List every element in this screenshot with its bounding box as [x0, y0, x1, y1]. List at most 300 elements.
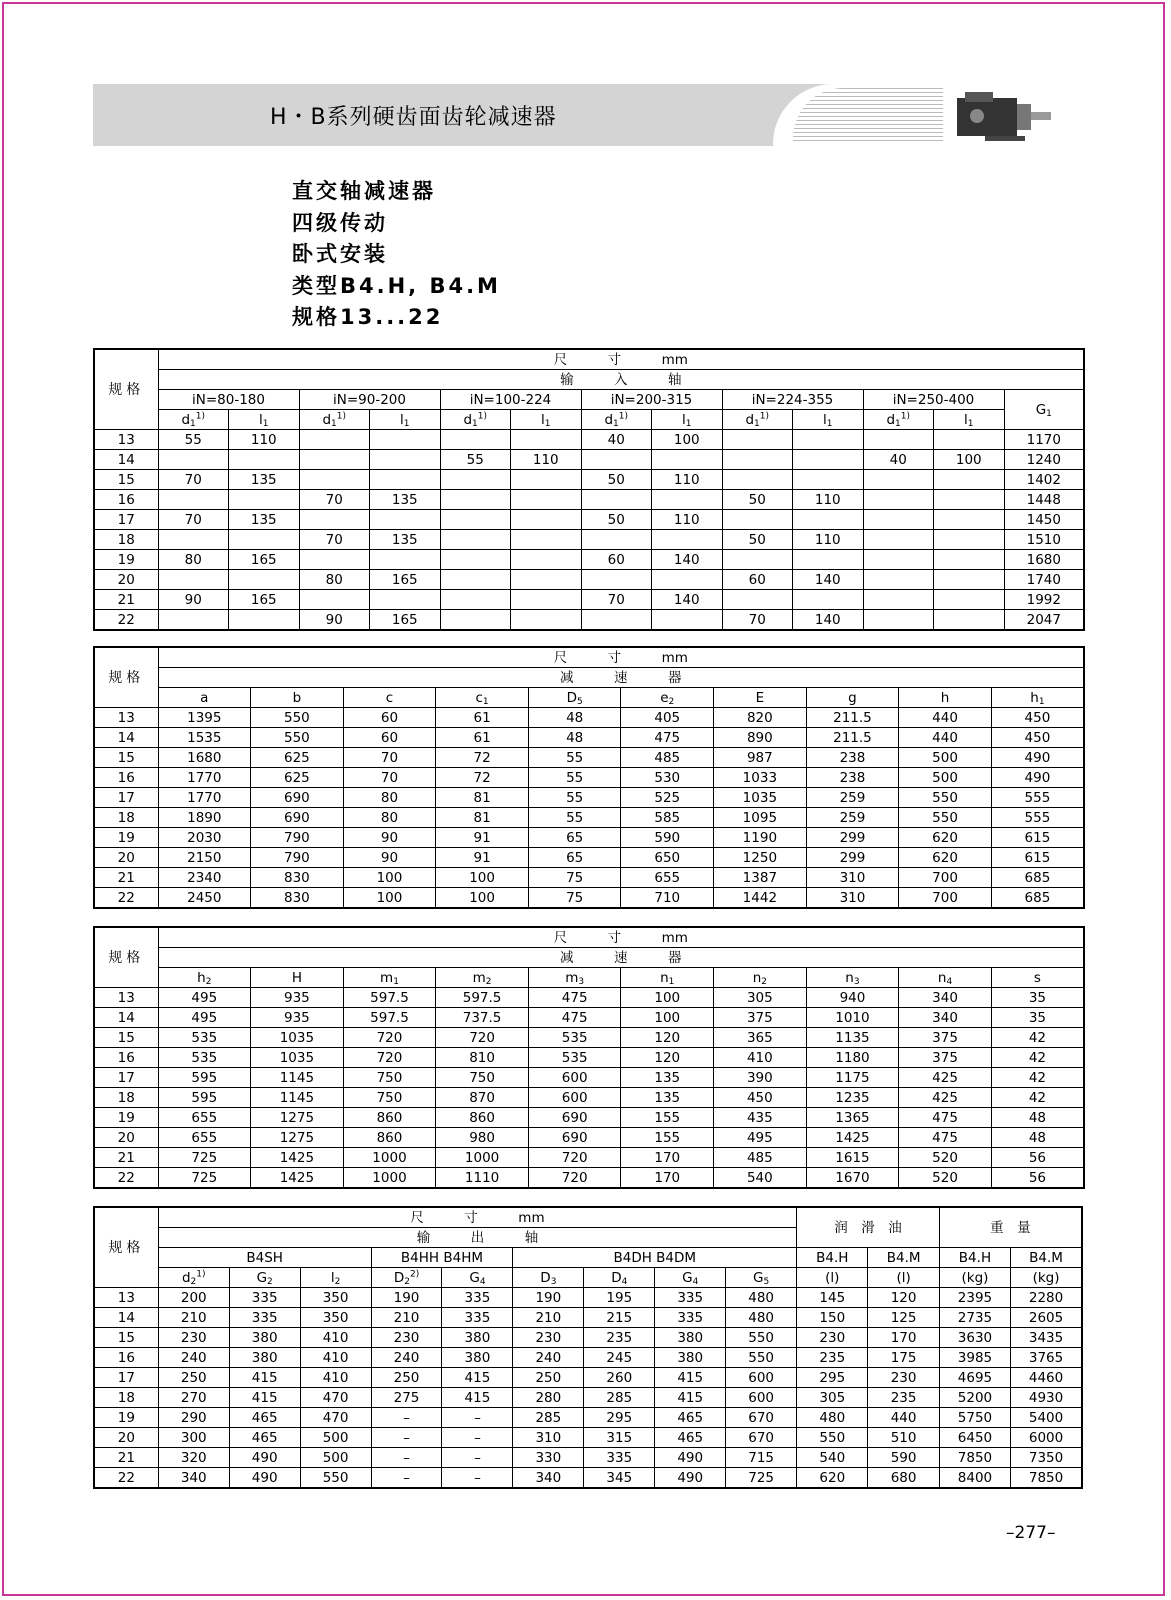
data-cell: 720 [343, 1028, 436, 1048]
data-cell: 450 [991, 708, 1084, 728]
data-cell: 520 [899, 1148, 992, 1168]
data-cell [722, 590, 793, 610]
weight-b4h: B4.H [939, 1248, 1010, 1268]
data-cell: 670 [726, 1408, 797, 1428]
col-l1-label: $l_1$ [964, 411, 974, 429]
data-cell: 165 [370, 610, 441, 631]
data-cell: 110 [652, 470, 723, 490]
data-cell: 70 [299, 490, 370, 510]
table-row [94, 450, 1084, 470]
col-header [714, 968, 807, 988]
col-header-text: $G_2$ [256, 1269, 273, 1287]
col-d1 [158, 410, 229, 430]
data-cell: 390 [714, 1068, 807, 1088]
data-cell: 550 [251, 728, 344, 748]
data-cell [793, 590, 864, 610]
data-cell: 1240 [1004, 450, 1084, 470]
data-cell: 70 [343, 768, 436, 788]
col-d1-label: $d_1$ [886, 411, 901, 429]
data-cell: 70 [299, 530, 370, 550]
data-cell: 830 [251, 868, 344, 888]
data-cell [229, 610, 300, 631]
data-cell: 60 [722, 570, 793, 590]
table-row [94, 1468, 1082, 1489]
spec-cell: 20 [94, 570, 158, 590]
data-cell: 55 [528, 788, 621, 808]
data-cell: 100 [436, 868, 529, 888]
table-row [94, 1148, 1084, 1168]
table-row [94, 430, 1084, 450]
data-cell: 475 [528, 988, 621, 1008]
table-row [94, 530, 1084, 550]
data-cell [370, 430, 441, 450]
data-cell: 190 [513, 1288, 584, 1308]
data-cell: 335 [655, 1288, 726, 1308]
col-header [251, 688, 344, 708]
group-b4sh: B4SH [158, 1248, 371, 1268]
data-cell: 100 [343, 868, 436, 888]
spec-cell: 18 [94, 1388, 158, 1408]
data-cell: 690 [251, 788, 344, 808]
data-cell: 42 [991, 1028, 1084, 1048]
data-cell: 590 [868, 1448, 939, 1468]
data-cell: 540 [714, 1168, 807, 1189]
data-cell: 100 [343, 888, 436, 909]
data-cell: 1425 [806, 1128, 899, 1148]
data-cell: 720 [436, 1028, 529, 1048]
data-cell [863, 590, 934, 610]
col-header-text: $e_2$ [660, 689, 675, 707]
data-cell: 690 [251, 808, 344, 828]
data-cell: 375 [899, 1028, 992, 1048]
input-shaft-header: 输 入 轴 [158, 370, 1084, 390]
data-cell: 48 [991, 1108, 1084, 1128]
spec-cell: 19 [94, 550, 158, 570]
data-cell: 140 [793, 610, 864, 631]
data-cell: 305 [797, 1388, 868, 1408]
col-header-text: $m_1$ [380, 969, 399, 987]
col-header-text: $G_5$ [753, 1269, 770, 1287]
data-cell: 700 [899, 888, 992, 909]
data-cell [793, 470, 864, 490]
data-cell: 1387 [714, 868, 807, 888]
data-cell [229, 570, 300, 590]
data-cell: 597.5 [343, 988, 436, 1008]
data-cell: 100 [934, 450, 1005, 470]
data-cell: 700 [899, 868, 992, 888]
data-cell: 340 [158, 1468, 229, 1489]
data-cell: 2280 [1011, 1288, 1082, 1308]
ratio-group: iN=80-180 [158, 390, 299, 410]
table-row [94, 748, 1084, 768]
data-cell: 380 [655, 1348, 726, 1368]
table-row [94, 470, 1084, 490]
col-header [343, 688, 436, 708]
data-cell: 345 [584, 1468, 655, 1489]
col-header-text: E [755, 689, 765, 706]
data-cell: 475 [899, 1108, 992, 1128]
data-cell: 1190 [714, 828, 807, 848]
data-cell: 860 [343, 1128, 436, 1148]
spec-cell: 18 [94, 1088, 158, 1108]
data-cell [793, 550, 864, 570]
data-cell: 1145 [251, 1088, 344, 1108]
col-header [621, 968, 714, 988]
data-cell: 550 [899, 808, 992, 828]
data-cell: 465 [655, 1408, 726, 1428]
data-cell: 155 [621, 1128, 714, 1148]
footnote-1: 1) [196, 1269, 206, 1279]
data-cell: 725 [158, 1148, 251, 1168]
data-cell [581, 610, 652, 631]
data-cell: 190 [371, 1288, 442, 1308]
data-cell [440, 570, 511, 590]
data-cell: 56 [991, 1168, 1084, 1189]
spec-cell: 21 [94, 1448, 158, 1468]
data-cell [722, 510, 793, 530]
data-cell: 310 [513, 1428, 584, 1448]
col-d1-label: $d_1$ [322, 411, 337, 429]
data-cell: 940 [806, 988, 899, 1008]
data-cell: 300 [158, 1428, 229, 1448]
data-cell: 230 [868, 1368, 939, 1388]
col-header [251, 968, 344, 988]
data-cell: 61 [436, 708, 529, 728]
data-cell: 5200 [939, 1388, 1010, 1408]
heading-line-1: 直交轴减速器 [292, 179, 436, 203]
data-cell: 490 [655, 1448, 726, 1468]
reducer-dimensions-table-1 [93, 646, 1085, 909]
col-l1 [511, 410, 582, 430]
data-cell [370, 450, 441, 470]
col-header-text: $D_5$ [566, 689, 583, 707]
data-cell: 81 [436, 788, 529, 808]
data-cell: 155 [621, 1108, 714, 1128]
col-header [655, 1268, 726, 1288]
data-cell: 125 [868, 1308, 939, 1328]
data-cell: 350 [300, 1288, 371, 1308]
data-cell: 820 [714, 708, 807, 728]
spec-header: 规格 [94, 1207, 158, 1288]
data-cell: 485 [714, 1148, 807, 1168]
data-cell [652, 530, 723, 550]
col-header [158, 968, 251, 988]
data-cell: 91 [436, 828, 529, 848]
data-cell: 6000 [1011, 1428, 1082, 1448]
col-header-text: H [291, 969, 302, 986]
data-cell: 720 [528, 1148, 621, 1168]
data-cell: 5400 [1011, 1408, 1082, 1428]
data-cell: 615 [991, 848, 1084, 868]
col-header [343, 968, 436, 988]
data-cell: 415 [655, 1388, 726, 1408]
col-l1-label: $l_1$ [541, 411, 551, 429]
data-cell [370, 550, 441, 570]
data-cell [863, 470, 934, 490]
data-cell [440, 550, 511, 570]
col-header [229, 1268, 300, 1288]
data-cell [511, 530, 582, 550]
data-cell: 1992 [1004, 590, 1084, 610]
data-cell: 90 [343, 828, 436, 848]
data-cell: 1425 [251, 1148, 344, 1168]
heading-line-2: 四级传动 [292, 210, 388, 235]
table-row [94, 1408, 1082, 1428]
data-cell [793, 430, 864, 450]
data-cell: 480 [797, 1408, 868, 1428]
data-cell [722, 550, 793, 570]
data-cell [652, 610, 723, 631]
data-cell: 240 [158, 1348, 229, 1368]
col-header-text: $D_2$ [393, 1269, 410, 1287]
data-cell: 1035 [714, 788, 807, 808]
data-cell: 4695 [939, 1368, 1010, 1388]
spec-cell: 14 [94, 1308, 158, 1328]
data-cell: 1442 [714, 888, 807, 909]
data-cell: 150 [797, 1308, 868, 1328]
data-cell: 1275 [251, 1128, 344, 1148]
data-cell [511, 610, 582, 631]
col-header-text: $h_1$ [1030, 689, 1045, 707]
data-cell: 305 [714, 988, 807, 1008]
data-cell: 655 [621, 868, 714, 888]
data-cell: 3630 [939, 1328, 1010, 1348]
footnote-1: 1) [477, 411, 488, 421]
data-cell: 1615 [806, 1148, 899, 1168]
data-cell: 450 [714, 1088, 807, 1108]
data-cell: 555 [991, 808, 1084, 828]
data-cell: 55 [158, 430, 229, 450]
col-d1-label: $d_1$ [745, 411, 760, 429]
data-cell [934, 610, 1005, 631]
spec-cell: 14 [94, 1008, 158, 1028]
data-cell: 210 [158, 1308, 229, 1328]
data-cell: 790 [251, 828, 344, 848]
data-cell: 299 [806, 828, 899, 848]
spec-cell: 17 [94, 788, 158, 808]
col-header-text: $G_4$ [469, 1269, 486, 1287]
data-cell: 50 [581, 510, 652, 530]
data-cell: 1448 [1004, 490, 1084, 510]
data-cell: 75 [528, 868, 621, 888]
data-cell [581, 530, 652, 550]
col-header-text: $d_2$ [181, 1269, 197, 1287]
group-b4dh: B4DH B4DM [513, 1248, 797, 1268]
data-cell: 70 [581, 590, 652, 610]
data-cell: 165 [370, 570, 441, 590]
data-cell: 90 [299, 610, 370, 631]
data-cell: 4460 [1011, 1368, 1082, 1388]
data-cell: 42 [991, 1088, 1084, 1108]
data-cell: 987 [714, 748, 807, 768]
spec-cell: 19 [94, 828, 158, 848]
col-header [991, 688, 1084, 708]
data-cell: 725 [726, 1468, 797, 1489]
col-header-text: $G_4$ [682, 1269, 699, 1287]
data-cell: 211.5 [806, 708, 899, 728]
col-d1 [581, 410, 652, 430]
data-cell: 340 [899, 1008, 992, 1028]
data-cell: 655 [158, 1108, 251, 1128]
data-cell: 535 [158, 1028, 251, 1048]
col-header-text: h [940, 689, 950, 706]
spec-cell: 16 [94, 490, 158, 510]
data-cell: 685 [991, 868, 1084, 888]
col-header [436, 968, 529, 988]
data-cell: 597.5 [343, 1008, 436, 1028]
data-cell: 259 [806, 788, 899, 808]
col-header-text: a [200, 689, 209, 706]
data-cell: 250 [158, 1368, 229, 1388]
table-row [94, 768, 1084, 788]
spec-header: 规格 [94, 647, 158, 708]
spec-cell: 14 [94, 450, 158, 470]
data-cell: 195 [584, 1288, 655, 1308]
data-cell: 2030 [158, 828, 251, 848]
data-cell: 1135 [806, 1028, 899, 1048]
data-cell: – [442, 1428, 513, 1448]
data-cell [652, 450, 723, 470]
data-cell [370, 510, 441, 530]
spec-cell: 19 [94, 1108, 158, 1128]
table-row [94, 1448, 1082, 1468]
data-cell: 500 [300, 1428, 371, 1448]
data-cell: 295 [584, 1408, 655, 1428]
data-cell: 520 [899, 1168, 992, 1189]
spec-cell: 20 [94, 1428, 158, 1448]
data-cell [863, 570, 934, 590]
spec-cell: 13 [94, 988, 158, 1008]
spec-cell: 20 [94, 1128, 158, 1148]
data-cell: 380 [442, 1328, 513, 1348]
table-row [94, 1428, 1082, 1448]
spec-cell: 15 [94, 1328, 158, 1348]
data-cell: 238 [806, 748, 899, 768]
page-number: –277– [1006, 1523, 1056, 1543]
data-cell: 140 [793, 570, 864, 590]
col-header-text: $m_2$ [472, 969, 492, 987]
data-cell: 415 [229, 1388, 300, 1408]
table-row [94, 1328, 1082, 1348]
header-band [93, 84, 1083, 146]
data-cell: 315 [584, 1428, 655, 1448]
table-row [94, 1388, 1082, 1408]
ratio-group: iN=200-315 [581, 390, 722, 410]
spec-cell: 15 [94, 1028, 158, 1048]
data-cell: 1235 [806, 1088, 899, 1108]
data-cell [863, 530, 934, 550]
data-cell: 535 [528, 1048, 621, 1068]
table-row [94, 808, 1084, 828]
data-cell: 60 [343, 728, 436, 748]
data-cell [652, 570, 723, 590]
data-cell: 1670 [806, 1168, 899, 1189]
data-cell [299, 510, 370, 530]
weight-b4m: B4.M [1011, 1248, 1082, 1268]
data-cell: 3765 [1011, 1348, 1082, 1368]
table-row [94, 1348, 1082, 1368]
lube-header: 润 滑 油 [797, 1207, 940, 1248]
data-cell [652, 490, 723, 510]
data-cell: 550 [726, 1328, 797, 1348]
data-cell: 170 [621, 1148, 714, 1168]
col-header [899, 688, 992, 708]
data-cell: 470 [300, 1408, 371, 1428]
spec-cell: 16 [94, 1048, 158, 1068]
data-cell: 725 [158, 1168, 251, 1189]
data-cell: 120 [621, 1048, 714, 1068]
data-cell: 465 [229, 1408, 300, 1428]
data-cell: 410 [714, 1048, 807, 1068]
data-cell: 320 [158, 1448, 229, 1468]
data-cell: 250 [371, 1368, 442, 1388]
data-cell: 145 [797, 1288, 868, 1308]
data-cell: 475 [899, 1128, 992, 1148]
col-d1 [440, 410, 511, 430]
table-row [94, 610, 1084, 631]
data-cell: 42 [991, 1068, 1084, 1088]
data-cell: 415 [655, 1368, 726, 1388]
data-cell: 810 [436, 1048, 529, 1068]
data-cell: 440 [899, 708, 992, 728]
data-cell: 750 [343, 1068, 436, 1088]
data-cell: 70 [158, 510, 229, 530]
table-row [94, 570, 1084, 590]
data-cell: 135 [229, 470, 300, 490]
data-cell: 70 [722, 610, 793, 631]
data-cell: 625 [251, 748, 344, 768]
weight-header: 重 量 [939, 1207, 1082, 1248]
data-cell: 200 [158, 1288, 229, 1308]
data-cell: 65 [528, 828, 621, 848]
spec-header: 规格 [94, 349, 158, 430]
data-cell [158, 450, 229, 470]
data-cell: 175 [868, 1348, 939, 1368]
col-header [513, 1268, 584, 1288]
data-cell: 1395 [158, 708, 251, 728]
data-cell: 480 [726, 1288, 797, 1308]
data-cell: 60 [581, 550, 652, 570]
header-title: H・B系列硬齿面齿轮减速器 [270, 105, 557, 130]
data-cell: 1402 [1004, 470, 1084, 490]
table-row [94, 708, 1084, 728]
data-cell: 405 [621, 708, 714, 728]
data-cell: – [442, 1468, 513, 1489]
data-cell: 600 [726, 1368, 797, 1388]
spec-cell: 17 [94, 1368, 158, 1388]
data-cell: 375 [899, 1048, 992, 1068]
data-cell: – [442, 1448, 513, 1468]
data-cell [511, 510, 582, 530]
data-cell [722, 430, 793, 450]
spec-cell: 20 [94, 848, 158, 868]
data-cell: 710 [621, 888, 714, 909]
data-cell: 230 [371, 1328, 442, 1348]
data-cell: 299 [806, 848, 899, 868]
data-cell: 935 [251, 988, 344, 1008]
data-cell: 135 [229, 510, 300, 530]
data-cell: 715 [726, 1448, 797, 1468]
reducer-header: 减 速 器 [158, 668, 1084, 688]
data-cell: 1510 [1004, 530, 1084, 550]
footnote-1: 1) [195, 411, 206, 421]
spec-cell: 17 [94, 510, 158, 530]
data-cell: 597.5 [436, 988, 529, 1008]
data-cell: 1033 [714, 768, 807, 788]
data-cell: 737.5 [436, 1008, 529, 1028]
data-cell: 540 [797, 1448, 868, 1468]
data-cell: 380 [229, 1348, 300, 1368]
